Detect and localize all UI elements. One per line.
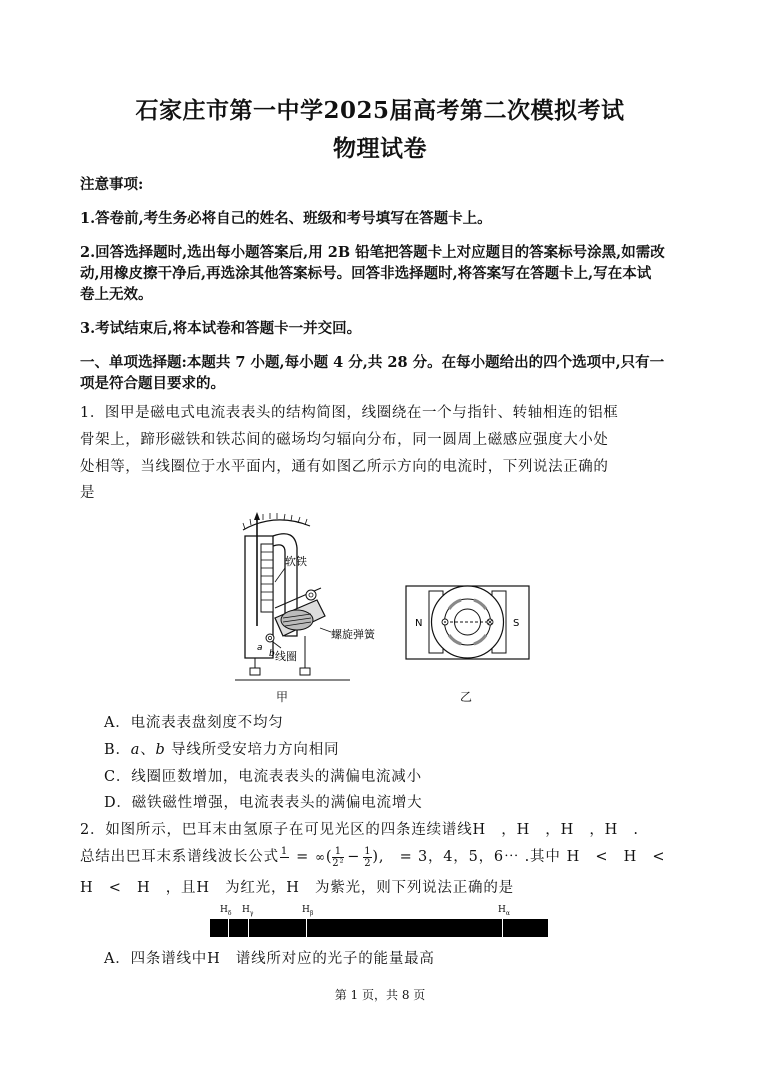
spectrum-line-alpha <box>502 919 503 937</box>
label-soft-iron: 软铁 <box>285 555 307 568</box>
label-a: a <box>257 643 263 653</box>
spectrum-label-delta <box>220 905 231 917</box>
label-b: b <box>269 649 275 659</box>
spectrum-line-beta <box>306 919 307 937</box>
q2-line2-pre: 总结出巴耳末系谱线波长公式 <box>80 849 279 865</box>
q2-frac2-den: 2² <box>332 857 345 869</box>
spectrum-label-alpha-h: H <box>498 905 506 915</box>
spectrum-label-beta-h: H <box>302 905 310 915</box>
q1-option-b-rest: 导线所受安培力方向相同 <box>165 742 340 758</box>
notice-item-1: 1.答卷前,考生务必将自己的姓名、班级和考号填写在答题卡上。 <box>80 210 492 227</box>
exam-subtitle: 物理试卷 <box>333 135 427 162</box>
q1-stem-line-2: 骨架上，蹄形磁铁和铁芯间的磁场均匀辐向分布，同一圆周上磁感应强度大小处 <box>80 432 609 448</box>
spectrum-label-beta-sub: β <box>309 909 314 917</box>
section-heading-line-1: 一、单项选择题:本题共 7 小题,每小题 4 分,共 28 分。在每小题给出的四个选项中,只有一 <box>80 354 665 371</box>
q1-stem-line-1: 1．图甲是磁电式电流表表头的结构简图，线圈绕在一个与指针、转轴相连的铝框 <box>80 405 619 421</box>
label-north-pole: N <box>415 618 423 629</box>
spectrum-label-gamma-sub: γ <box>249 909 254 917</box>
q2-eq: = <box>296 849 310 865</box>
label-spiral-spring: 螺旋弹簧 <box>331 628 375 641</box>
q1-option-b-a: a <box>130 742 141 758</box>
spectrum-label-delta-sub: δ <box>227 909 232 917</box>
spectrum-line-delta <box>228 919 229 937</box>
section-heading-line-2: 项是符合题目要求的。 <box>80 375 225 392</box>
notice-heading: 注意事项: <box>80 176 144 193</box>
label-coil: 线圈 <box>275 650 297 663</box>
q2-line2-post: = 3，4，5，6⋯ .其中 <box>384 849 561 865</box>
q1-option-b-b: b <box>155 742 166 758</box>
notice-item-3: 3.考试结束后,将本试卷和答题卡一并交回。 <box>80 320 362 337</box>
q1-option-b-sep: 、 <box>140 742 156 758</box>
q2-stem-line-2 <box>80 845 665 869</box>
spectrum-label-delta-h: H <box>220 905 228 915</box>
q2-stem-line-1: 2．如图所示，巴耳末由氢原子在可见光区的四条连续谱线H ，H ，H ，H . <box>80 822 639 838</box>
spectrum-label-alpha-sub: α <box>505 909 510 917</box>
q2-inequality-1: H < H < <box>566 849 666 865</box>
notice-item-2-line-2: 动,用橡皮擦干净后,再选涂其他答案标号。回答非选择题时,将答案写在答题卡上,写在本试 <box>80 265 652 282</box>
exam-title: 石家庄市第一中学2025届高考第二次模拟考试 <box>135 97 625 124</box>
q1-stem-line-3: 处相等，当线圈位于水平面内，通有如图乙所示方向的电流时，下列说法正确的 <box>80 459 609 475</box>
q1-option-d: D．磁铁磁性增强，电流表表头的满偏电流增大 <box>104 795 423 811</box>
label-south-pole: S <box>513 618 520 629</box>
q2-option-a: A．四条谱线中H 谱线所对应的光子的能量最高 <box>104 951 435 967</box>
notice-item-2-line-3: 卷上无效。 <box>80 286 153 303</box>
page-footer: 第 1 页，共 8 页 <box>334 988 426 1002</box>
q1-option-b <box>104 738 339 759</box>
figure-yi-caption: 乙 <box>460 690 473 704</box>
spectrum-label-gamma <box>242 905 253 917</box>
q2-frac2-num: 1 <box>332 846 344 858</box>
spectrum-figure <box>210 905 550 939</box>
q2-frac1-num: 1 <box>280 845 289 857</box>
figure-jia-galvanometer <box>225 508 405 688</box>
spectrum-line-gamma <box>248 919 249 937</box>
q2-minus: − <box>347 849 361 865</box>
q2-paren-open: ( <box>325 849 333 865</box>
q2-frac3-num: 1 <box>364 845 372 857</box>
notice-item-2-line-1: 2.回答选择题时,选出每小题答案后,用 2B 铅笔把答题卡上对应题目的答案标号涂黑,如需改 <box>80 244 665 261</box>
q1-stem-line-4: 是 <box>80 485 96 501</box>
q2-sub-inf: ∞ <box>315 850 326 864</box>
spectrum-label-alpha <box>498 905 510 917</box>
q2-frac3-den: 2 <box>364 857 372 869</box>
figure-yi-cross-section <box>405 585 530 660</box>
spectrum-label-gamma-h: H <box>242 905 250 915</box>
spectrum-label-beta <box>302 905 313 917</box>
figure-jia-caption: 甲 <box>276 690 289 704</box>
q1-option-a: A．电流表表盘刻度不均匀 <box>104 715 284 731</box>
q2-paren-close: ), <box>372 849 385 865</box>
q1-option-c: C．线圈匝数增加，电流表表头的满偏电流减小 <box>104 769 422 785</box>
q1-option-b-prefix: B． <box>104 742 131 758</box>
spectrum-bar <box>210 919 548 937</box>
q2-stem-line-3: H < H ，且H 为红光，H 为紫光，则下列说法正确的是 <box>80 880 514 896</box>
